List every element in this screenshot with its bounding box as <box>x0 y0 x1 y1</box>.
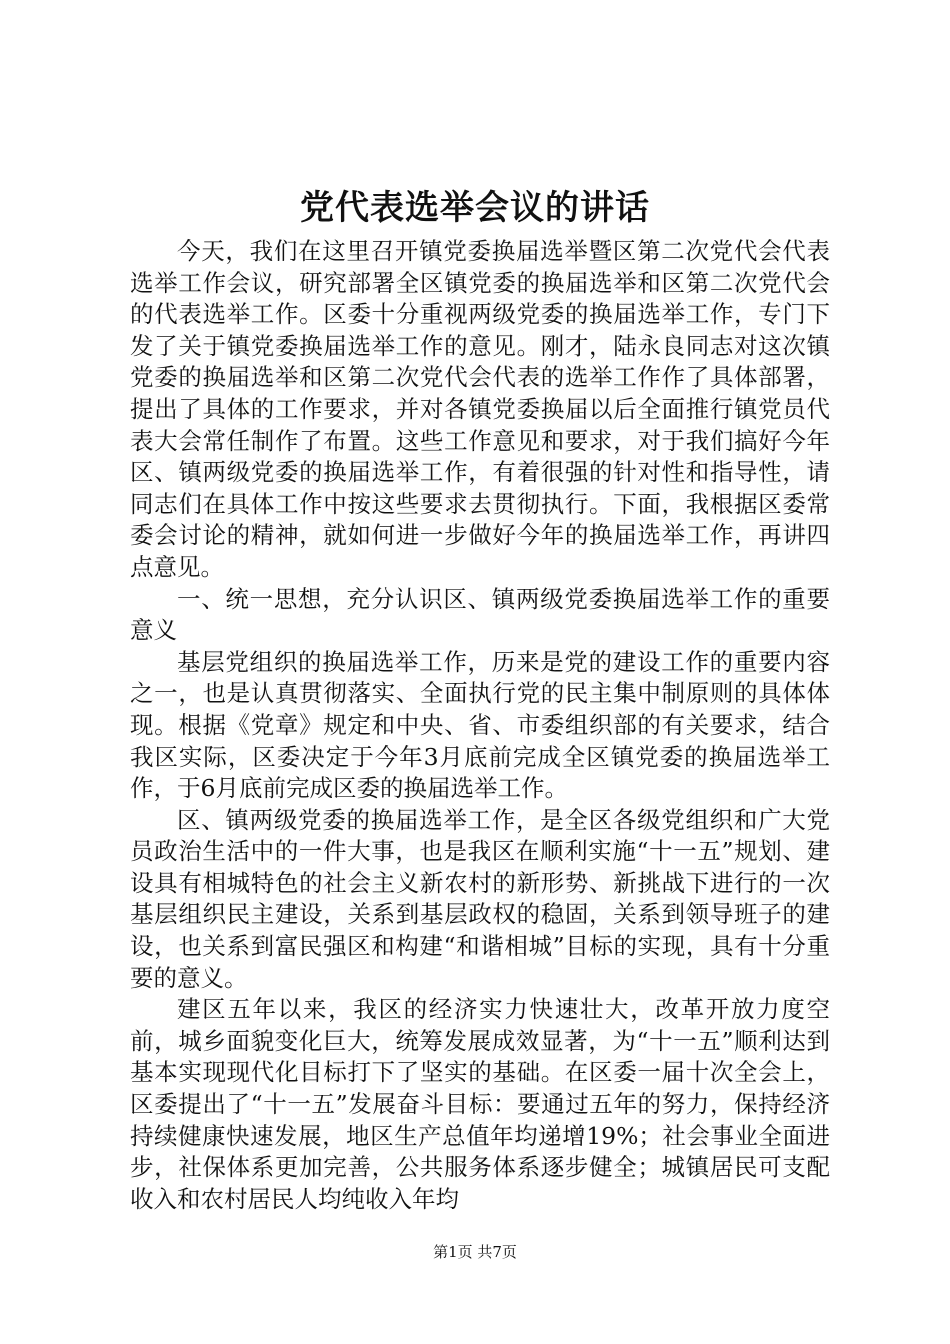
document-title: 党代表选举会议的讲话 <box>300 188 650 228</box>
section-heading-1: 一、统一思想，充分认识区、镇两级党委换届选举工作的重要意义 <box>130 584 830 645</box>
paragraph-4: 建区五年以来，我区的经济实力快速壮大，改革开放力度空前，城乡面貌变化巨大，统筹发展成效显著，为“十一五”顺利达到基本实现现代化目标打下了坚实的基础。在区委一届十次全会上，区委提出了“十一五”发展奋斗目标：要通过五年的努力，保持经济持续健康快速发展，地区生产总值年均递增19%；社会事业全面进步，社保体系更加完善，公共服务体系逐步健全；城镇居民可支配收入和农村居民人均纯收入年均 <box>130 995 830 1213</box>
paragraph-2: 基层党组织的换届选举工作，历来是党的建设工作的重要内容之一，也是认真贯彻落实、全面执行党的民主集中制原则的具体体现。根据《党章》规定和中央、省、市委组织部的有关要求，结合我区实际，区委决定于今年3月底前完成全区镇党委的换届选举工作，于6月底前完成区委的换届选举工作。 <box>130 647 830 803</box>
document-body <box>130 236 830 1215</box>
paragraph-3: 区、镇两级党委的换届选举工作，是全区各级党组织和广大党员政治生活中的一件大事，也是我区在顺利实施“十一五”规划、建设具有相城特色的社会主义新农村的新形势、新挑战下进行的一次基层组织民主建设，关系到基层政权的稳固，关系到领导班子的建设，也关系到富民强区和构建“和谐相城”目标的实现，具有十分重要的意义。 <box>130 805 830 992</box>
paragraph-intro: 今天，我们在这里召开镇党委换届选举暨区第二次党代会代表选举工作会议，研究部署全区镇党委的换届选举和区第二次党代会的代表选举工作。区委十分重视两级党委的换届选举工作，专门下发了关于镇党委换届选举工作的意见。刚才，陆永良同志对这次镇党委的换届选举和区第二次党代会代表的选举工作作了具体部署，提出了具体的工作要求，并对各镇党委换届以后全面推行镇党员代表大会常任制作了布置。这些工作意见和要求，对于我们搞好今年区、镇两级党委的换届选举工作，有着很强的针对性和指导性，请同志们在具体工作中按这些要求去贯彻执行。下面，我根据区委常委会讨论的精神，就如何进一步做好今年的换届选举工作，再讲四点意见。 <box>130 237 830 581</box>
page-number-footer: 第1页 共7页 <box>433 1243 517 1261</box>
